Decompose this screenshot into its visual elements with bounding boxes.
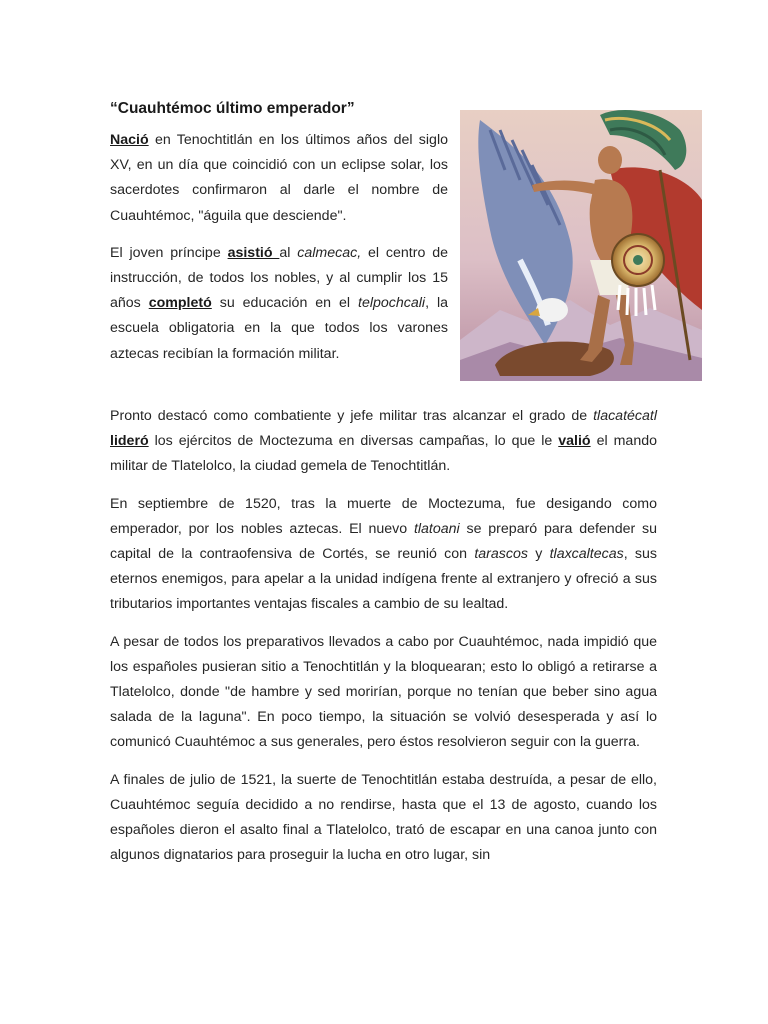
paragraph-text: al (279, 244, 298, 261)
document-title: “Cuauhtémoc último emperador” (110, 100, 355, 117)
body-text (110, 404, 657, 880)
paragraph-text: en Tenochtitlán en los últimos años del siglo XV, en un día que coincidió con un eclipse solar, los sacerdotes confirmaron al darle el nombre de Cuauhtémoc, "águila que desciende". (110, 132, 448, 224)
aztec-warrior-illustration (460, 110, 702, 381)
intro-column (110, 128, 448, 379)
keyword-nacio: Nació (110, 132, 149, 148)
term-telpochcali: telpochcali (358, 295, 426, 312)
paragraph-text: su educación en el (211, 295, 359, 312)
keyword-asistio: asistió (227, 244, 280, 261)
paragraph-emperor (110, 492, 657, 618)
paragraph-text: El joven príncipe (110, 244, 228, 261)
term-tlaxcaltecas: tlaxcaltecas (549, 546, 624, 563)
term-tarascos: tarascos (474, 546, 528, 563)
paragraph-text: el centro de instrucción, de todos los nobles, y al cumplir los 15 años (110, 244, 448, 312)
paragraph-text: , sus eternos enemigos, para apelar a la unidad indígena frente al extranjero y ofreció a sus tributarios importantes ventajas fiscales a cambio de su lealtad. (110, 546, 658, 613)
paragraph-text: los ejércitos de Moctezuma en diversas campañas, lo que le (148, 433, 559, 450)
paragraph-text: el mando militar de Tlatelolco, la ciudad gemela de Tenochtitlán. (110, 433, 657, 475)
term-tlatoani: tlatoani (413, 520, 460, 537)
paragraph-text: se preparó para defender su capital de la contraofensiva de Cortés, se reunió con (110, 520, 657, 563)
paragraph-birth (110, 128, 448, 229)
paragraph-military (110, 404, 657, 480)
keyword-completo: completó (148, 295, 212, 312)
keyword-lidero: lideró (110, 433, 149, 450)
term-calmecac: calmecac, (297, 244, 362, 261)
paragraph-text: En septiembre de 1520, tras la muerte de Moctezuma, fue desigando como emperador, por los nobles aztecas. El nuevo (110, 495, 657, 537)
paragraph-siege: A pesar de todos los preparativos llevados a cabo por Cuauhtémoc, nada impidió que los españoles pusieran sitio a Tenochtitlán y la bloquearan; esto lo obligó a retirarse a Tlatelolco, donde "de hambre y sed morirían, porque no tenían que beber sino agua salada de la laguna". En poco tiempo, la situación se volvió desesperada y así lo comunicó Cuauhtémoc a sus generales, pero éstos resolvieron seguir con la guerra. (110, 633, 657, 751)
paragraph-fall: A finales de julio de 1521, la suerte de Tenochtitlán estaba destruída, a pesar de ello, Cuauhtémoc seguía decidido a no rendirse, hasta que el 13 de agosto, cuando los españoles dieron el asalto final a Tlatelolco, trató de escapar en una canoa junto con algunos dignatarios para proseguir la lucha en otro lugar, sin (110, 771, 657, 864)
aztec-warrior-icon (460, 110, 702, 381)
paragraph-text: , la escuela obligatoria en la que todos los varones aztecas recibían la formación militar. (110, 295, 448, 362)
keyword-valio: valió (558, 433, 591, 450)
term-tlacatecatl: tlacatécatl (593, 408, 657, 424)
paragraph-text: y (527, 546, 550, 563)
paragraph-education (110, 241, 448, 367)
paragraph-text: Pronto destacó como combatiente y jefe militar tras alcanzar el grado de (110, 408, 594, 424)
